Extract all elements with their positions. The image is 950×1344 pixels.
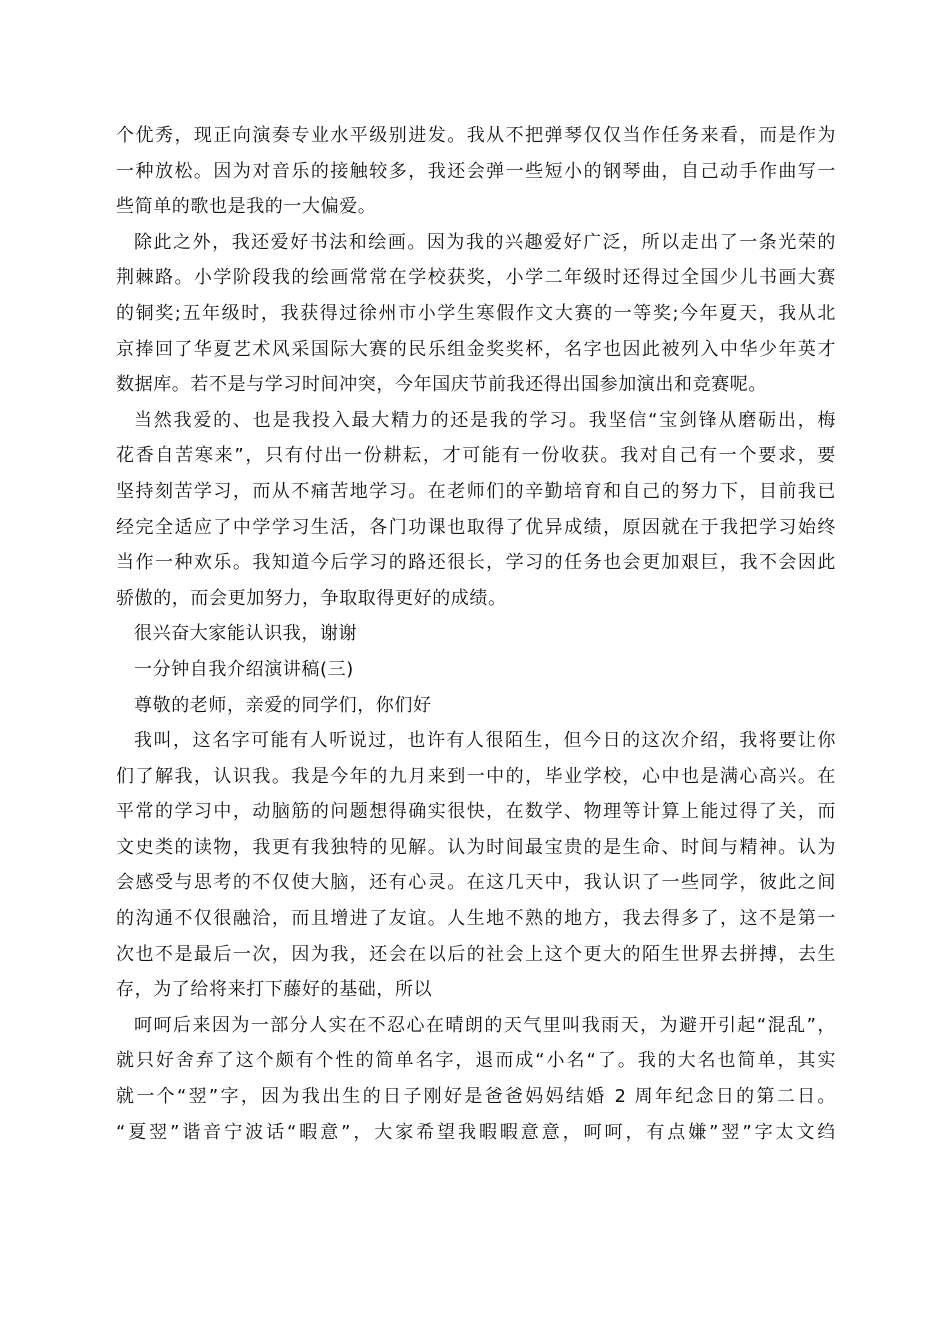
text-line: 经完全适应了中学学习生活，各门功课也取得了优异成绩，原因就在于我把学习始终: [116, 516, 836, 538]
text-line: 们了解我，认识我。我是今年的九月来到一中的，毕业学校，心中也是满心高兴。在: [116, 765, 836, 787]
text-line: 坚持刻苦学习，而从不痛苦地学习。在老师们的辛勤培育和自己的努力下，目前我已: [116, 480, 836, 502]
text-line: 文史类的读物，我更有我独特的见解。认为时间最宝贵的是生命、时间与精神。认为: [116, 836, 836, 858]
paragraph-first-line: 我叫，这名字可能有人听说过，也许有人很陌生，但今日的这次介绍，我将要让你: [134, 730, 836, 752]
text-line: 次也不是最后一次，因为我，还会在以后的社会上这个更大的陌生世界去拼搏，去生: [116, 943, 836, 965]
section-heading: 一分钟自我介绍演讲稿(三): [134, 658, 354, 680]
text-line: 京捧回了华夏艺术风采国际大赛的民乐组金奖奖杯，名字也因此被列入中华少年英才: [116, 338, 836, 360]
text-line: 数据库。若不是与学习时间冲突，今年国庆节前我还得出国参加演出和竞赛呢。: [116, 374, 767, 396]
text-line: 的沟通不仅很融洽，而且增进了友谊。人生地不熟的地方，我去得多了，这不是第一: [116, 908, 836, 930]
text-line: 就一个“翌”字，因为我出生的日子刚好是爸爸妈妈结婚 2 周年纪念日的第二日。: [116, 1086, 836, 1108]
greeting-line: 尊敬的老师，亲爱的同学们，你们好: [134, 694, 432, 716]
text-line: 平常的学习中，动脑筋的问题想得确实很快，在数学、物理等计算上能过得了关，而: [116, 801, 836, 823]
document-body: [116, 118, 836, 1150]
paragraph-first-line: 当然我爱的、也是我投入最大精力的还是我的学习。我坚信“宝剑锋从磨砺出，梅: [134, 409, 836, 431]
text-line: 存，为了给将来打下藤好的基础，所以: [116, 979, 433, 1001]
text-line: 当作一种欢乐。我知道今后学习的路还很长，学习的任务也会更加艰巨，我不会因此: [116, 552, 836, 574]
text-line: 个优秀，现正向演奏专业水平级别进发。我从不把弹琴仅仅当作任务来看，而是作为: [116, 125, 836, 146]
text-line: 荆棘路。小学阶段我的绘画常常在学校获奖，小学二年级时还得过全国少儿书画大赛: [116, 267, 836, 289]
text-line: 骄傲的，而会更加努力，争取取得更好的成绩。: [116, 587, 507, 609]
text-line: 些简单的歌也是我的一大偏爱。: [116, 196, 377, 218]
text-line: 会感受与思考的不仅使大脑，还有心灵。在这几天中，我认识了一些同学，彼此之间: [116, 872, 836, 894]
text-line: 就只好舍弃了这个颇有个性的简单名字，退而成“小名“了。我的大名也简单，其实: [116, 1050, 836, 1072]
text-line: “夏翌”谐音宁波话“暇意”，大家希望我暇暇意意，呵呵，有点嫌”翌”字太文绉: [116, 1121, 836, 1143]
text-line: 的铜奖;五年级时，我获得过徐州市小学生寒假作文大赛的一等奖;今年夏天，我从北: [116, 302, 836, 324]
closing-line: 很兴奋大家能认识我，谢谢: [134, 623, 358, 645]
text-line: 一种放松。因为对音乐的接触较多，我还会弹一些短小的钢琴曲，自己动手作曲写一: [116, 160, 836, 182]
paragraph-first-line: 呵呵后来因为一部分人实在不忍心在晴朗的天气里叫我雨天，为避开引起“混乱”，: [134, 1014, 836, 1036]
paragraph-first-line: 除此之外，我还爱好书法和绘画。因为我的兴趣爱好广泛，所以走出了一条光荣的: [134, 231, 836, 253]
text-line: 花香自苦寒来”，只有付出一份耕耘，才可能有一份收获。我对自己有一个要求，要: [116, 445, 836, 467]
